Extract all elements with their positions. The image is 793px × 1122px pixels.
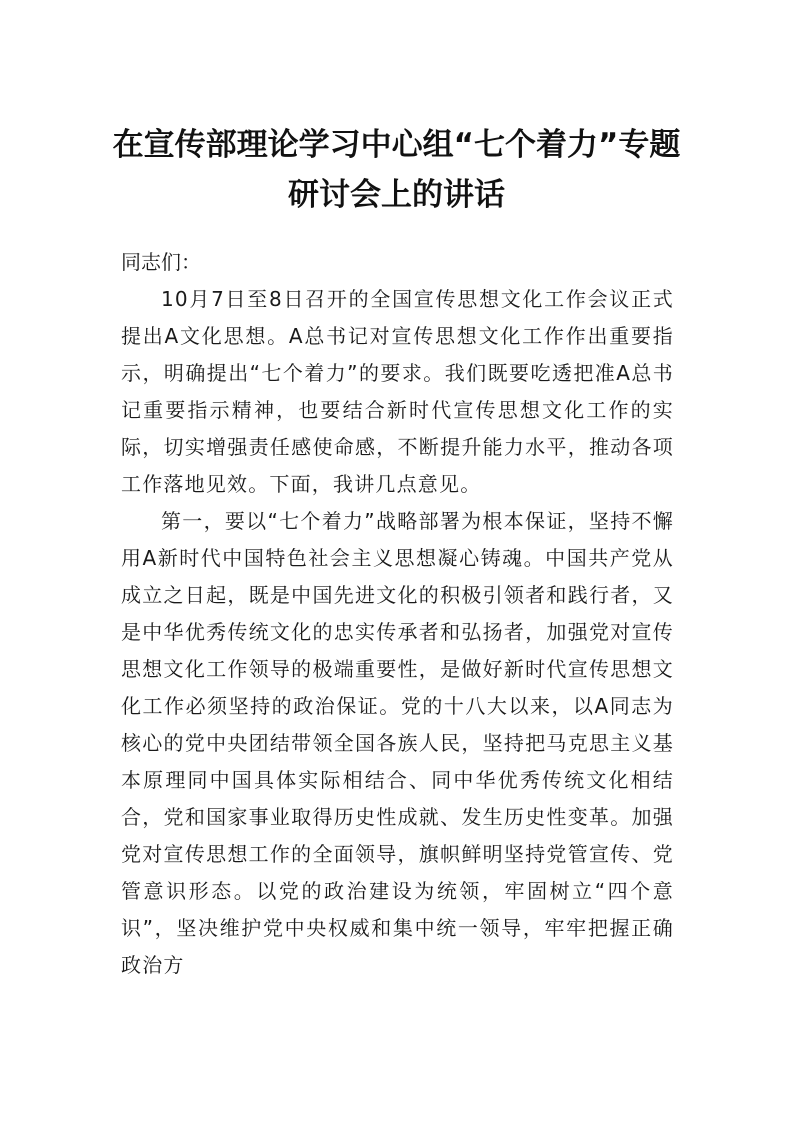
document-title — [100, 120, 693, 220]
title-line-2: 研讨会上的讲话 — [288, 177, 505, 213]
paragraph-first-point: 第一，要以“七个着力”战略部署为根本保证，坚持不懈用A新时代中国特色社会主义思想凝心铸魂。中国共产党从成立之日起，既是中国先进文化的积极引领者和践行者，又是中华优秀传统文化的忠实传承者和弘扬者，加强党对宣传思想文化工作领导的极端重要性，是做好新时代宣传思想文化工作必须坚持的政治保证。党的十八大以来，以A同志为核心的党中央团结带领全国各族人民，坚持把马克思主义基本原理同中国具体实际相结合、同中华优秀传统文化相结合，党和国家事业取得历史性成就、发生历史性变革。加强党对宣传思想工作的全面领导，旗帜鲜明坚持党管宣传、党管意识形态。以党的政治建设为统领，牢固树立“四个意识”，坚决维护党中央权威和集中统一领导，牢牢把握正确政治方 — [121, 509, 674, 977]
document-body — [121, 244, 674, 984]
paragraph-intro: 10月7日至8日召开的全国宣传思想文化工作会议正式提出A文化思想。A总书记对宣传思想文化工作作出重要指示，明确提出“七个着力”的要求。我们既要吃透把准A总书记重要指示精神，也要结合新时代宣传思想文化工作的实际，切实增强责任感使命感，不断提升能力水平，推动各项工作落地见效。下面，我讲几点意见。 — [121, 287, 674, 496]
salutation: 同志们： — [121, 250, 201, 274]
title-line-1: 在宣传部理论学习中心组“七个着力”专题 — [112, 127, 681, 163]
